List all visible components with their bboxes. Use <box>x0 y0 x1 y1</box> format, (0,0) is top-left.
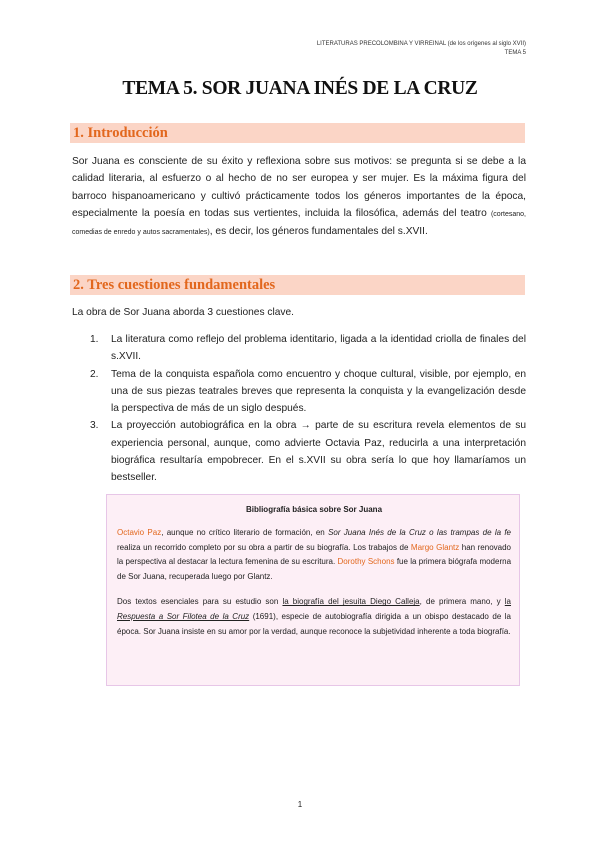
list-item-number: 2. <box>90 368 99 380</box>
section-heading-introduccion: 1. Introducción <box>70 123 525 143</box>
section2-intro: La obra de Sor Juana aborda 3 cuestiones clave. <box>72 307 295 318</box>
header-course: LITERATURAS PRECOLOMBINA Y VIRREINAL (de los orígenes al siglo XVII) <box>316 41 526 47</box>
section-heading-cuestiones: 2. Tres cuestiones fundamentales <box>70 275 525 295</box>
list-item-number: 1. <box>90 334 99 345</box>
list-item-text: La literatura como reflejo del problema identitario, ligada a la identidad criolla de finales del s.XVII. <box>111 334 526 363</box>
source-calleja: la biografía del jesuita Diego Calleja <box>282 597 420 607</box>
list-item-number: 3. <box>90 420 99 432</box>
page-title: TEMA 5. SOR JUANA INÉS DE LA CRUZ <box>122 78 478 99</box>
source-respuesta-prefix: la <box>504 597 512 607</box>
list-item <box>90 331 526 366</box>
intro-paragraph <box>72 153 526 241</box>
intro-text: Sor Juana es consciente de su éxito y reflexiona sobre sus motivos: se pregunta si se debe a la calidad literaria, al esfuerzo o al hecho de no ser europea y ser mujer. Es la máxima figura del barroco hispanoamericano y cultivó prácticamente todos los géneros importantes de la época, especialmente la poesía en todas sus vertientes, incluida la filosófica, además del teatro <box>72 156 526 219</box>
bibliography-title: Bibliografía básica sobre Sor Juana <box>245 505 383 514</box>
page-number: 1 <box>297 800 303 809</box>
bib-text: han renovado la perspectiva al destacar la lectura femenina de su escritura. <box>117 542 511 567</box>
list-item <box>90 417 526 486</box>
list-item <box>90 366 526 418</box>
bib-text: (1691), especie de autobiografía dirigida a un obispo destacado de la época. Sor Juana insiste en su amor por la verdad, aunque reconoce la subjetividad inherente a toda biografía. <box>117 611 511 636</box>
intro-text-end: , es decir, los géneros fundamentales del s.XVII. <box>209 226 428 238</box>
header-topic: TEMA 5 <box>504 50 526 56</box>
work-title-trampas: Sor Juana Inés de la Cruz o las trampas de la fe <box>328 528 512 537</box>
running-header <box>226 40 526 58</box>
list-item-text: La proyección autobiográfica en la obra → parte de su escritura revela elementos de su experiencia personal, aunque, como advierte Octavia Paz, reducirla a una interpretación biográfica resultaría empobrecer. En el s.XVII su obra sería lo que hoy llamaríamos un bestseller. <box>111 420 526 484</box>
author-name-schons: Dorothy Schons <box>337 557 395 567</box>
source-respuesta-title: Respuesta a Sor Filotea de la Cruz <box>117 611 250 621</box>
bib-text: Dos textos esenciales para su estudio son <box>117 597 283 607</box>
bibliography-paragraph-2 <box>117 595 511 639</box>
intro-small-note: (cortesano, comedias de enredo y autos sacramentales) <box>72 210 526 237</box>
bibliography-paragraph-1 <box>117 526 511 584</box>
bib-text: fue la primera biógrafa moderna de Sor Juana, recuperada luego por Glantz. <box>117 557 512 581</box>
bib-text: realiza un recorrido completo por su obra a partir de su biografía. Los trabajos de <box>117 542 411 552</box>
bibliography-box <box>106 494 520 686</box>
author-name-glantz: Margo Glantz <box>410 542 460 552</box>
bib-text: , aunque no crítico literario de formación, en <box>161 528 329 537</box>
bib-text: , de primera mano, y <box>419 597 505 607</box>
author-name-paz: Octavio Paz <box>117 528 162 537</box>
list-item-text: Tema de la conquista española como encuentro y choque cultural, visible, por ejemplo, en una de sus piezas teatrales breves que representa la conquista y la evangelización desde la perspectiva de más de un siglo después. <box>111 368 526 415</box>
key-issues-list <box>90 331 526 487</box>
